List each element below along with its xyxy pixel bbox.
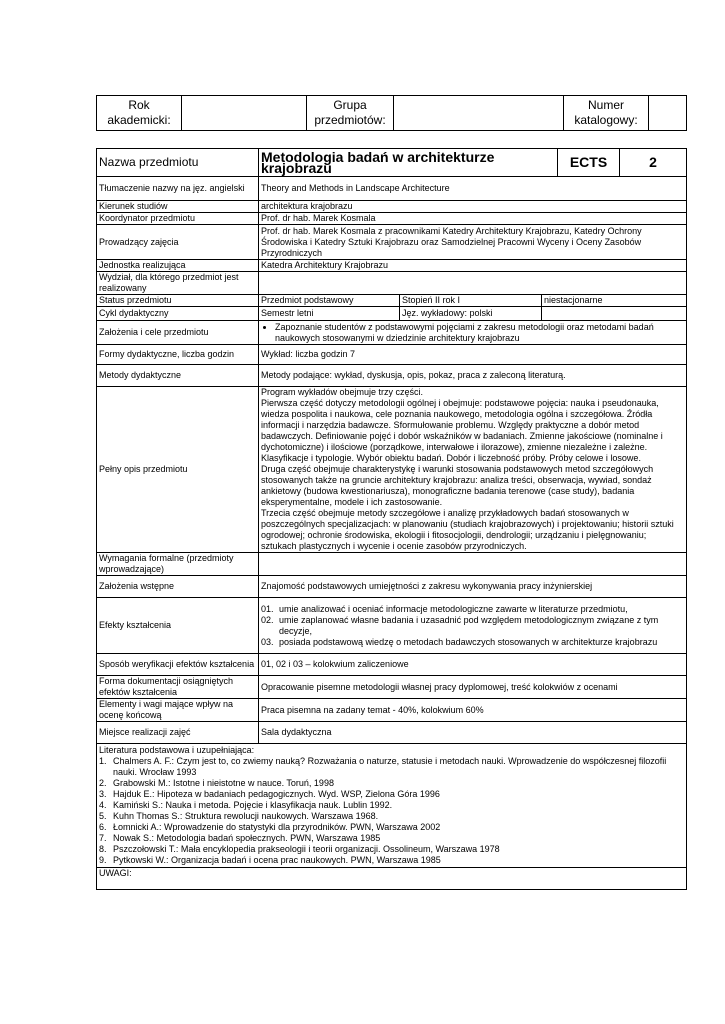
literatura-item bbox=[99, 855, 684, 866]
literatura-item bbox=[99, 844, 684, 855]
literatura-num: 2. bbox=[99, 778, 107, 788]
cykl-label: Cykl dydaktyczny bbox=[97, 307, 259, 321]
translation-value: Theory and Methods in Landscape Architecture bbox=[259, 177, 687, 201]
literatura-item bbox=[99, 778, 684, 789]
efekty-label: Efekty kształcenia bbox=[97, 598, 259, 654]
koordynator-value: Prof. dr hab. Marek Kosmala bbox=[259, 213, 687, 225]
status-degree: Stopień II rok I bbox=[400, 295, 542, 307]
formy-value: Wykład: liczba godzin 7 bbox=[259, 345, 687, 365]
efekty-item bbox=[261, 615, 684, 637]
efekty-num: 01. bbox=[261, 603, 274, 614]
opis-paragraph: Druga część obejmuje charakterystykę i warunki stosowania podstawowych metod szczegółowych stosowanych także na gruncie architektury krajobrazu: analiza treści, obserwacja, wywiad, sondaż ankietowy (budowa kwestionariusza), monograficzne badania terenowe (case study), badania eksperymentalne, modele i ich zastosowanie. bbox=[261, 464, 654, 507]
wymagania-label: Wymagania formalne (przedmioty wprowadzające) bbox=[97, 553, 259, 576]
wymagania-value bbox=[259, 553, 687, 576]
wydzial-value bbox=[259, 272, 687, 295]
cykl-language: Jęz. wykładowy: polski bbox=[400, 307, 542, 321]
zalozenia-label: Założenia i cele przedmiotu bbox=[97, 321, 259, 345]
zalozenia-value bbox=[259, 321, 687, 345]
ects-value: 2 bbox=[620, 149, 687, 177]
efekty-item bbox=[261, 604, 684, 615]
elementy-value: Praca pisemna na zadany temat - 40%, kolokwium 60% bbox=[259, 699, 687, 722]
kierunek-label: Kierunek studiów bbox=[97, 201, 259, 213]
literatura-item bbox=[99, 833, 684, 844]
efekty-text: umie zaplanować własne badania i uzasadnić pod względem metodologicznym związane z tym decyzje, bbox=[279, 614, 659, 636]
prowadzacy-value: Prof. dr hab. Marek Kosmala z pracownikami Katedry Architektury Krajobrazu, Katedry Ochrony Środowiska i Katedry Sztuki Krajobrazu oraz Samodzielnej Pracowni Wyceny i Oceny Zasobów Przyrodniczych bbox=[259, 225, 687, 260]
literatura-label: Literatura podstawowa i uzupełniająca: bbox=[99, 745, 255, 755]
sposob-value: 01, 02 i 03 – kolokwium zaliczeniowe bbox=[259, 654, 687, 676]
literatura-cell bbox=[97, 744, 687, 868]
rok-label: Rok akademicki: bbox=[97, 96, 182, 131]
efekty-value bbox=[259, 598, 687, 654]
course-name: Metodologia badań w architekturze krajobrazu bbox=[259, 149, 558, 177]
literatura-item bbox=[99, 822, 684, 833]
literatura-num: 8. bbox=[99, 844, 107, 854]
literatura-num: 3. bbox=[99, 789, 107, 799]
metody-value: Metody podające: wykład, dyskusja, opis, pokaz, praca z zaleconą literaturą. bbox=[259, 365, 687, 387]
status-label: Status przedmiotu bbox=[97, 295, 259, 307]
literatura-num: 9. bbox=[99, 855, 107, 865]
opis-paragraph: Trzecia część obejmuje metody szczegółowe i analizę przykładowych badań stosowanych w poszczególnych specjalizacjach: w planowaniu (studiach krajobrazowych) i projektowaniu; historii sztuki ogrodowej; ochronie środowiska, ekologii i fitosocjologii, dendrologii; urządzaniu i pielęgnowaniu; sztukach plastycznych i wycenie i ocenie zasobów przyrodniczych. bbox=[261, 508, 674, 551]
formy-label: Formy dydaktyczne, liczba godzin bbox=[97, 345, 259, 365]
elementy-label: Elementy i wagi mające wpływ na ocenę końcową bbox=[97, 699, 259, 722]
literatura-num: 5. bbox=[99, 811, 107, 821]
opis-value bbox=[259, 387, 687, 553]
metody-label: Metody dydaktyczne bbox=[97, 365, 259, 387]
opis-label: Pełny opis przedmiotu bbox=[97, 387, 259, 553]
efekty-text: umie analizować i oceniać informacje metodologiczne zawarte w literaturze przedmiotu, bbox=[279, 603, 628, 614]
literatura-text: Grabowski M.: Istotne i nieistotne w nauce. Toruń, 1998 bbox=[113, 778, 334, 788]
name-label: Nazwa przedmiotu bbox=[97, 149, 259, 177]
literatura-num: 1. bbox=[99, 756, 107, 766]
miejsce-value: Sala dydaktyczna bbox=[259, 722, 687, 744]
uwagi-cell: UWAGI: bbox=[97, 868, 687, 890]
translation-label: Tłumaczenie nazwy na jęz. angielski bbox=[97, 177, 259, 201]
efekty-num: 02. bbox=[261, 614, 274, 625]
numer-label: Numer katalogowy: bbox=[564, 96, 649, 131]
prowadzacy-label: Prowadzący zajęcia bbox=[97, 225, 259, 260]
jednostka-value: Katedra Architektury Krajobrazu bbox=[259, 260, 687, 272]
literatura-num: 7. bbox=[99, 833, 107, 843]
wstepne-value: Znajomość podstawowych umiejętności z zakresu wykonywania pracy inżynierskiej bbox=[259, 576, 687, 598]
ects-label: ECTS bbox=[558, 149, 620, 177]
opis-paragraph: Program wykładów obejmuje trzy części. bbox=[261, 387, 424, 397]
literatura-item bbox=[99, 789, 684, 800]
numer-value bbox=[649, 96, 687, 131]
status-type: Przedmiot podstawowy bbox=[259, 295, 400, 307]
forma-label: Forma dokumentacji osiągniętych efektów kształcenia bbox=[97, 676, 259, 699]
literatura-text: Pszczołowski T.: Mała encyklopedia prakseologii i teorii organizacji. Ossolineum, Warszawa 1978 bbox=[113, 844, 500, 854]
header-table bbox=[96, 95, 687, 131]
zalozenia-bullet: • Zapoznanie studentów z podstawowymi pojęciami z zakresu metodologii oraz metodami badań naukowych stosowanymi w dziedzinie architektury krajobrazu bbox=[275, 322, 684, 344]
literatura-item bbox=[99, 756, 684, 778]
status-mode: niestacjonarne bbox=[542, 295, 687, 307]
literatura-text: Hajduk E.: Hipoteza w badaniach pedagogicznych. Wyd. WSP, Zielona Góra 1996 bbox=[113, 789, 440, 799]
literatura-text: Kamiński S.: Nauka i metoda. Pojęcie i klasyfikacja nauk. Lublin 1992. bbox=[113, 800, 393, 810]
cykl-empty bbox=[542, 307, 687, 321]
rok-value bbox=[182, 96, 307, 131]
forma-value: Opracowanie pisemne metodologii własnej pracy dyplomowej, treść kolokwiów z ocenami bbox=[259, 676, 687, 699]
miejsce-label: Miejsce realizacji zajęć bbox=[97, 722, 259, 744]
literatura-num: 4. bbox=[99, 800, 107, 810]
efekty-item bbox=[261, 637, 684, 648]
grupa-label: Grupa przedmiotów: bbox=[307, 96, 394, 131]
koordynator-label: Koordynator przedmiotu bbox=[97, 213, 259, 225]
literatura-text: Nowak S.: Metodologia badań społecznych. PWN, Warszawa 1985 bbox=[113, 833, 381, 843]
kierunek-value: architektura krajobrazu bbox=[259, 201, 687, 213]
course-table bbox=[96, 148, 687, 890]
jednostka-label: Jednostka realizująca bbox=[97, 260, 259, 272]
efekty-text: posiada podstawową wiedzę o metodach badawczych stosowanych w architekturze krajobrazu bbox=[279, 636, 658, 647]
cykl-semester: Semestr letni bbox=[259, 307, 400, 321]
literatura-num: 6. bbox=[99, 822, 107, 832]
grupa-value bbox=[394, 96, 564, 131]
literatura-text: Kuhn Thomas S.: Struktura rewolucji naukowych. Warszawa 1968. bbox=[113, 811, 379, 821]
efekty-num: 03. bbox=[261, 636, 274, 647]
wydzial-label: Wydział, dla którego przedmiot jest realizowany bbox=[97, 272, 259, 295]
opis-paragraph: Pierwsza część dotyczy metodologii ogólnej i obejmuje: podstawowe pojęcia: nauka i pseudonauka, wiedza pospolita i naukowa, cele poznania naukowego, metodologia ogólna i szczegółowa. Źródła informacji i narzędzia badawcze. Sformułowanie problemu. Względy praktyczne a dobór metod badawczych. Definiowanie pojęć i dobór wskaźników w badaniach. Zmienne jakościowe (nominalne i dychotomiczne) i ilościowe (porządkowe, interwałowe i ilorazowe), zmienne niezależne i zależne. Klasyfikacje i typologie. Wybór obiektu badań. Dobór i liczebność próby. Próby celowe i losowe. bbox=[261, 398, 663, 463]
wstepne-label: Założenia wstępne bbox=[97, 576, 259, 598]
sposob-label: Sposób weryfikacji efektów kształcenia bbox=[97, 654, 259, 676]
literatura-text: Chalmers A. F.: Czym jest to, co zwiemy nauką? Rozważania o naturze, statusie i metodach nauki. Wprowadzenie do współczesnej filozofii nauki. Wrocław 1993 bbox=[113, 756, 667, 777]
literatura-item bbox=[99, 811, 684, 822]
literatura-item bbox=[99, 800, 684, 811]
literatura-text: Łomnicki A.: Wprowadzenie do statystyki dla przyrodników. PWN, Warszawa 2002 bbox=[113, 822, 441, 832]
literatura-text: Pytkowski W.: Organizacja badań i ocena prac naukowych. PWN, Warszawa 1985 bbox=[113, 855, 441, 865]
